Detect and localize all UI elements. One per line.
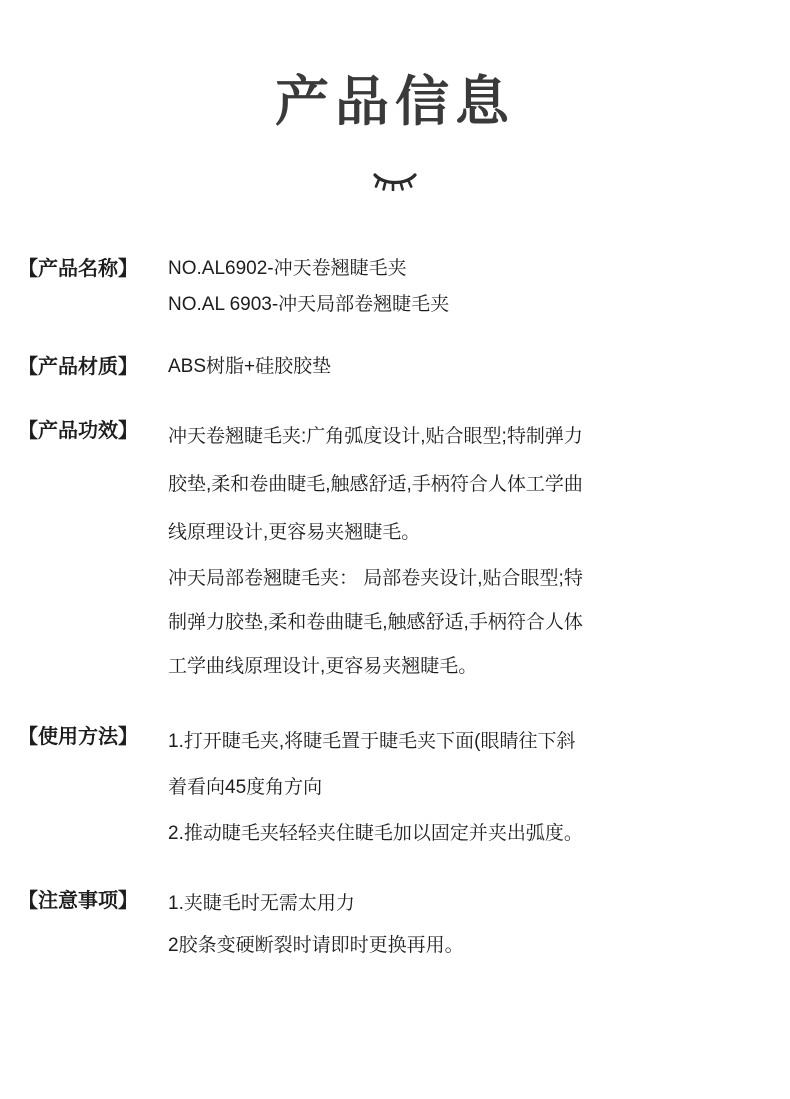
functions-p1-line-3: 线原理设计,更容易夹翘睫毛。 <box>168 521 421 543</box>
spec-row-material <box>18 349 772 385</box>
spec-value-material <box>168 349 772 385</box>
usage-line-3: 2.推动睫毛夹轻轻夹住睫毛加以固定并夹出弧度。 <box>168 822 583 844</box>
spec-label-usage: 【使用方法】 <box>18 725 138 748</box>
spec-row-functions <box>18 413 772 689</box>
spec-value-functions <box>168 413 772 689</box>
page-title: 产品信息 <box>275 72 515 132</box>
functions-p2-line-2: 制弹力胶垫,柔和卷曲睫毛,触感舒适,手柄符合人体 <box>168 611 583 633</box>
spec-row-notes <box>18 883 772 967</box>
functions-p1-line-2: 胶垫,柔和卷曲睫毛,触感舒适,手柄符合人体工学曲 <box>168 473 583 495</box>
functions-p2-line-1: 冲天局部卷翘睫毛夹： 局部卷夹设计,贴合眼型;特 <box>168 567 583 589</box>
spec-list <box>0 251 790 967</box>
spec-label-notes: 【注意事项】 <box>18 889 138 912</box>
spec-row-product-name <box>18 251 772 323</box>
usage-line-2: 着看向45度角方向 <box>168 776 323 798</box>
notes-line-1: 1.夹睫毛时无需太用力 <box>168 892 355 914</box>
usage-line-1: 1.打开睫毛夹,将睫毛置于睫毛夹下面(眼睛往下斜 <box>168 730 576 752</box>
notes-line-2: 2胶条变硬断裂时请即时更换再用。 <box>168 934 464 956</box>
spec-label-functions: 【产品功效】 <box>18 419 138 442</box>
functions-p2-line-3: 工学曲线原理设计,更容易夹翘睫毛。 <box>168 655 478 677</box>
material-line-1: ABS树脂+硅胶胶垫 <box>168 355 332 377</box>
product-name-line-1: NO.AL6902-冲天卷翘睫毛夹 <box>168 257 407 279</box>
spec-label-material: 【产品材质】 <box>18 355 138 378</box>
eyelash-icon <box>0 169 790 199</box>
spec-value-usage <box>168 719 772 857</box>
spec-value-notes <box>168 883 772 967</box>
spec-value-product-name <box>168 251 772 323</box>
product-name-line-2: NO.AL 6903-冲天局部卷翘睫毛夹 <box>168 293 450 315</box>
functions-paragraph-2 <box>168 557 772 689</box>
spec-label-product-name: 【产品名称】 <box>18 257 138 280</box>
spec-row-usage <box>18 719 772 857</box>
functions-paragraph-1 <box>168 413 772 557</box>
functions-p1-line-1: 冲天卷翘睫毛夹:广角弧度设计,贴合眼型;特制弹力 <box>168 425 583 447</box>
